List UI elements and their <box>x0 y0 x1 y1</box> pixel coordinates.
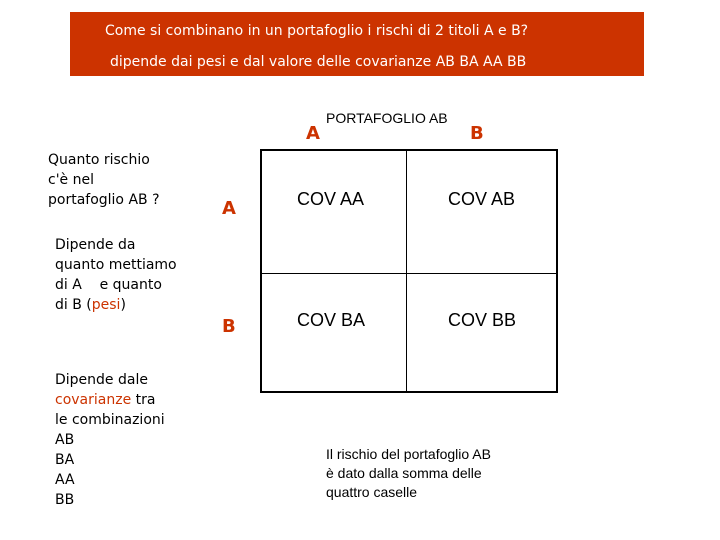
weights-line-last <box>55 295 177 315</box>
weights-line: Dipende da <box>55 237 136 253</box>
column-header-a: A <box>306 123 320 144</box>
weights-pre: di B ( <box>55 297 92 313</box>
weights-line: quanto mettiamo <box>55 257 177 273</box>
covariance-matrix <box>260 149 558 393</box>
cell-cov-ab: COV AB <box>448 189 516 209</box>
question-line: c'è nel <box>48 172 94 188</box>
summary-line: è dato dalla somma delle <box>326 465 482 481</box>
banner-answer: dipende dai pesi e dal valore delle covarianze AB BA AA BB <box>110 54 527 70</box>
combination-ba: BA <box>55 452 75 468</box>
weights-explanation <box>55 235 177 315</box>
summary-note <box>326 445 491 502</box>
row-header-b: B <box>222 316 236 337</box>
cell-cov-bb: COV BB <box>448 310 517 330</box>
title-banner <box>70 12 644 76</box>
banner-question: Come si combinano in un portafoglio i rischi di 2 titoli A e B? <box>105 23 529 39</box>
covariance-line-hl <box>55 390 165 410</box>
covariance-line: Dipende dale <box>55 372 148 388</box>
covariance-tra: tra <box>131 392 156 408</box>
question-line: Quanto rischio <box>48 152 150 168</box>
row-header-a: A <box>222 198 236 219</box>
matrix-horizontal-divider <box>260 273 558 274</box>
cell-cov-aa: COV AA <box>297 189 365 209</box>
covariance-explanation <box>55 370 165 510</box>
weights-line: di A e quanto <box>55 277 162 293</box>
pesi-highlight: pesi <box>91 297 121 313</box>
covarianze-highlight: covarianze <box>55 392 132 408</box>
combination-ab: AB <box>55 432 75 448</box>
question-line: portafoglio AB ? <box>48 192 160 208</box>
question-text <box>48 150 160 210</box>
column-header-b: B <box>470 123 484 144</box>
matrix-title: PORTAFOGLIO AB <box>326 110 448 126</box>
combination-aa: AA <box>55 472 75 488</box>
summary-line: Il rischio del portafoglio AB <box>326 446 491 462</box>
cell-cov-ba: COV BA <box>297 310 366 330</box>
combination-bb: BB <box>55 492 75 508</box>
weights-post: ) <box>120 297 126 313</box>
matrix-vertical-divider <box>406 149 407 393</box>
covariance-line: le combinazioni <box>55 412 165 428</box>
summary-line: quattro caselle <box>326 484 418 500</box>
